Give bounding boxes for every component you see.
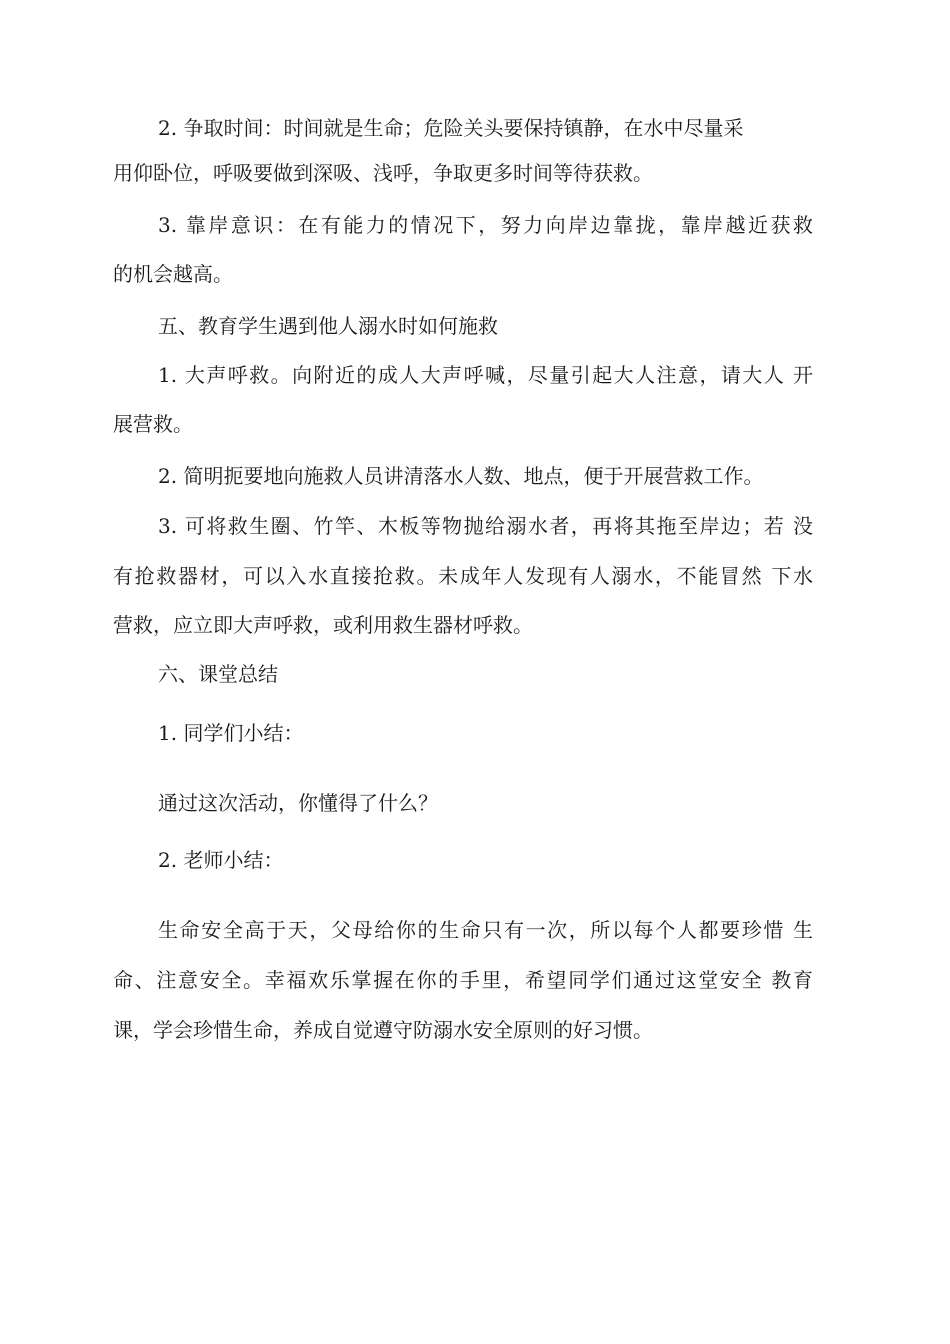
section-6-heading: 六、课堂总结 <box>158 662 278 686</box>
summary-teacher: 2. 老师小结： <box>158 848 284 872</box>
item-2-time-line-1: 2. 争取时间：时间就是生命；危险关头要保持镇静，在水中尽量采 <box>158 116 744 140</box>
rescue-item-2: 2. 简明扼要地向施救人员讲清落水人数、地点，便于开展营救工作。 <box>158 464 764 488</box>
rescue-item-1-line-2: 展营救。 <box>113 412 193 436</box>
item-3-shore-line-1: 3. 靠岸意识：在有能力的情况下，努力向岸边靠拢，靠岸越近获救 <box>158 213 813 237</box>
closing-paragraph-line-2: 命、注意安全。幸福欢乐掌握在你的手里，希望同学们通过这堂安全 教育 <box>113 968 813 992</box>
closing-paragraph-line-3: 课，学会珍惜生命，养成自觉遵守防溺水安全原则的好习惯。 <box>113 1018 653 1042</box>
section-5-heading: 五、教育学生遇到他人溺水时如何施救 <box>158 314 498 338</box>
summary-question: 通过这次活动，你懂得了什么？ <box>158 791 438 815</box>
item-2-time-line-2: 用仰卧位，呼吸要做到深吸、浅呼，争取更多时间等待获救。 <box>113 161 653 185</box>
rescue-item-1-line-1: 1. 大声呼救。向附近的成人大声呼喊，尽量引起大人注意，请大人 开 <box>158 363 813 387</box>
rescue-item-3-line-3: 营救，应立即大声呼救，或利用救生器材呼救。 <box>113 613 533 637</box>
rescue-item-3-line-1: 3. 可将救生圈、竹竿、木板等物抛给溺水者，再将其拖至岸边；若 没 <box>158 514 813 538</box>
closing-paragraph-line-1: 生命安全高于天，父母给你的生命只有一次，所以每个人都要珍惜 生 <box>158 918 813 942</box>
summary-students: 1. 同学们小结： <box>158 721 304 745</box>
item-3-shore-line-2: 的机会越高。 <box>113 262 233 286</box>
rescue-item-3-line-2: 有抢救器材，可以入水直接抢救。未成年人发现有人溺水，不能冒然 下水 <box>113 564 813 588</box>
